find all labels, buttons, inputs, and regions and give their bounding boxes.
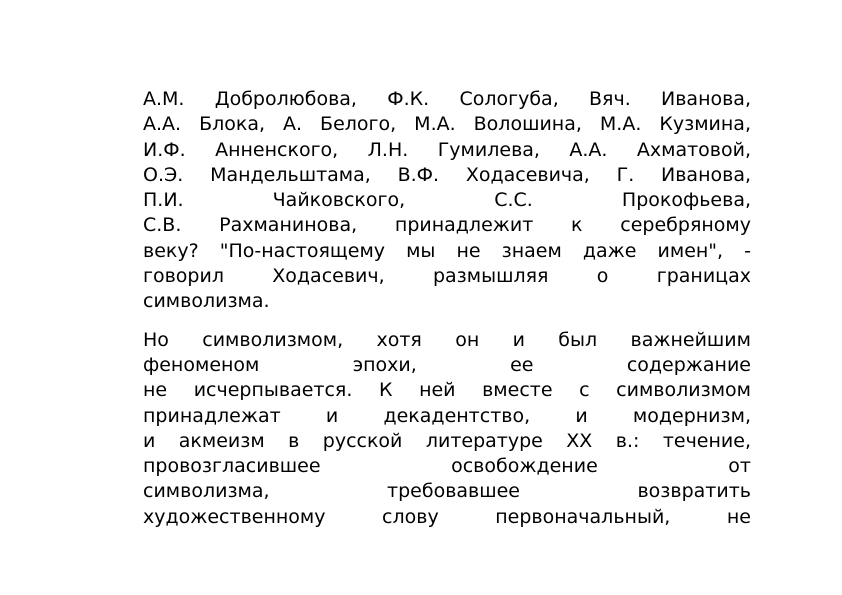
- text-line: не исчерпывается. К ней вместе с символизмом: [143, 379, 751, 402]
- paragraph-2: [143, 328, 751, 530]
- text-line: и акмеизм в русской литературе XX в.: течение,: [143, 429, 751, 452]
- text-line: С.В. Рахманинова, принадлежит к серебряному: [143, 214, 751, 237]
- text-line: символизма.: [143, 290, 270, 313]
- text-line: принадлежат и декадентство, и модернизм,: [143, 404, 751, 427]
- paragraph-1: [143, 87, 751, 315]
- text-line: А.А. Блока, А. Белого, М.А. Волошина, М.А. Кузмина,: [143, 113, 751, 136]
- text-line: веку? "По-настоящему мы не знаем даже имен", -: [143, 239, 751, 262]
- text-line: символизма, требовавшее возвратить: [143, 480, 751, 503]
- text-line: П.И. Чайковского, С.С. Прокофьева,: [143, 189, 751, 212]
- text-line: феноменом эпохи, ее содержание: [143, 353, 751, 376]
- text-line: А.М. Добролюбова, Ф.К. Сологуба, Вяч. Иванова,: [143, 88, 751, 110]
- text-line: говорил Ходасевич, размышляя о границах: [143, 265, 751, 288]
- text-line: художественному слову первоначальный, не: [143, 505, 751, 528]
- body-text: [143, 87, 751, 530]
- text-line: О.Э. Мандельштама, В.Ф. Ходасевича, Г. Иванова,: [143, 163, 751, 186]
- text-line: Но символизмом, хотя он и был важнейшим: [143, 328, 751, 351]
- text-line: провозгласившее освобождение от: [143, 455, 751, 478]
- text-line: И.Ф. Анненского, Л.Н. Гумилева, А.А. Ахматовой,: [143, 138, 751, 161]
